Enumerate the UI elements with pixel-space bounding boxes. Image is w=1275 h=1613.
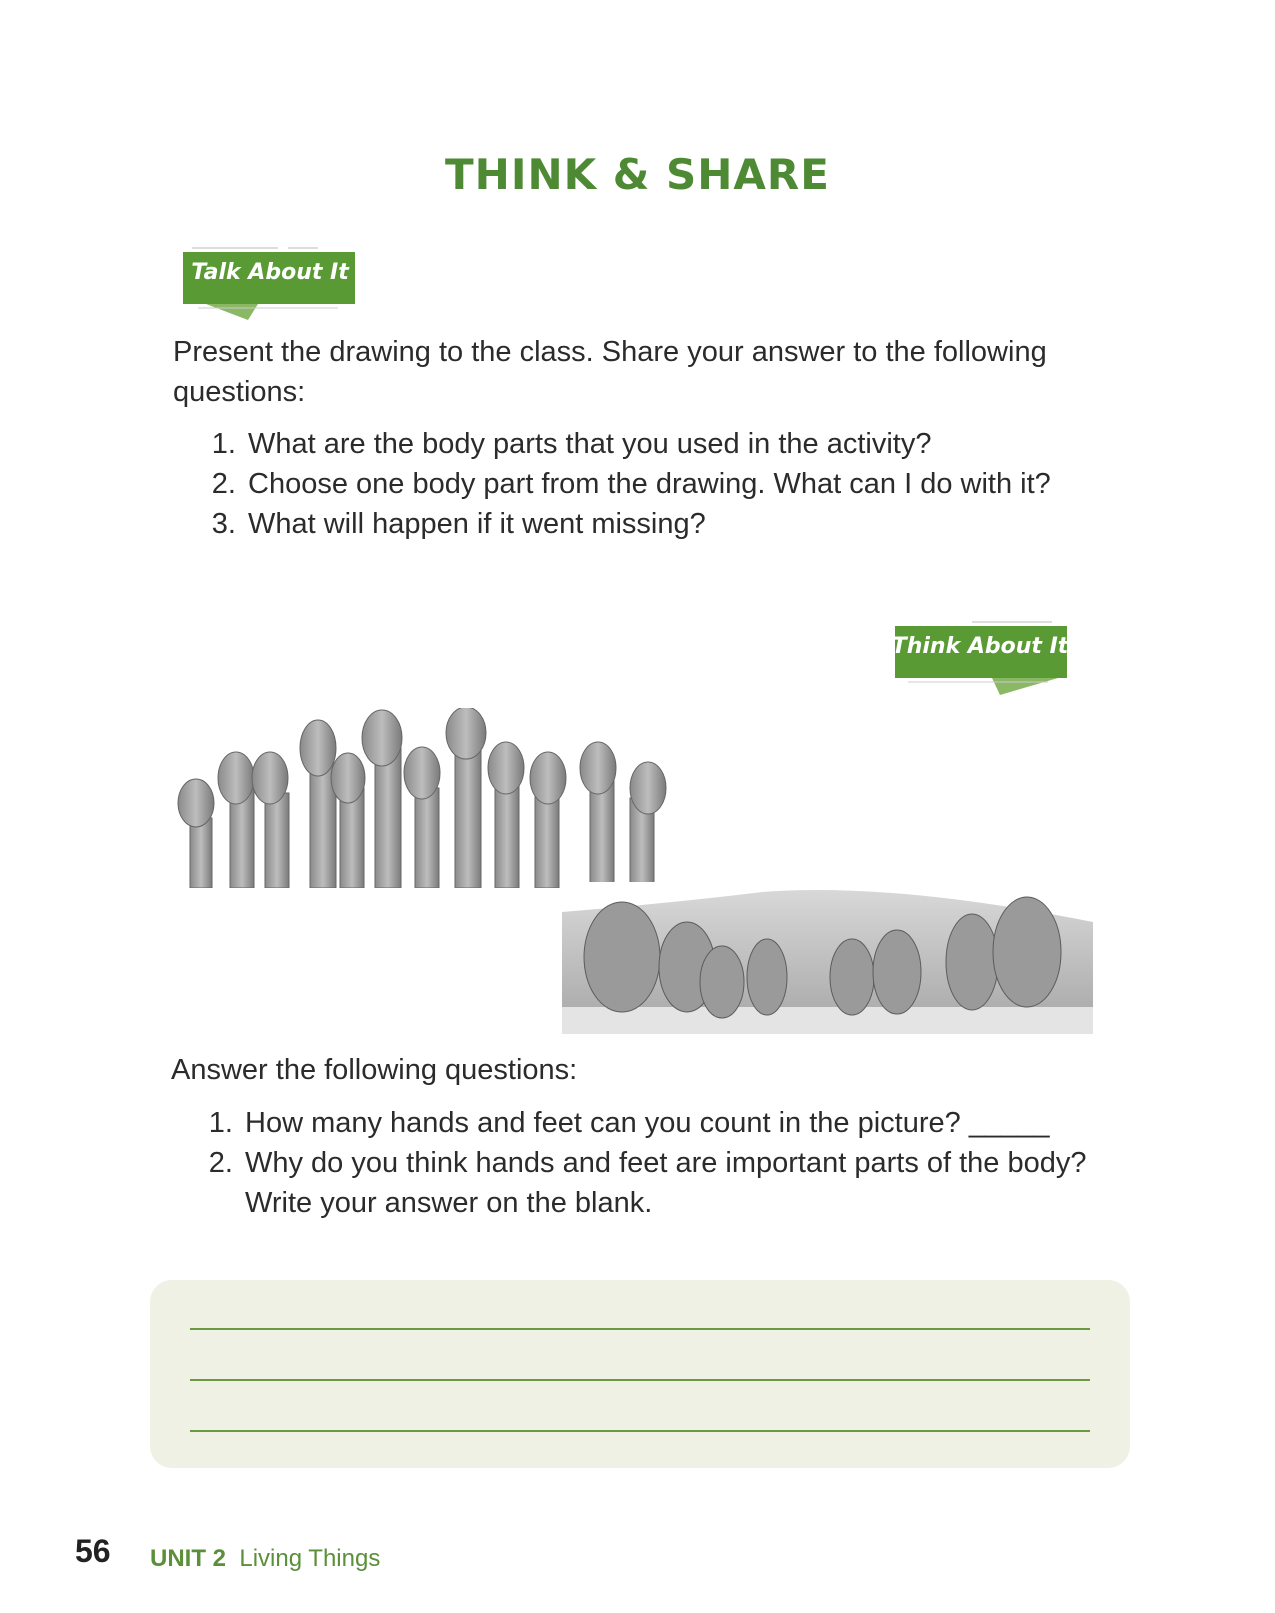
answer-questions-list bbox=[205, 1103, 1121, 1223]
page-title: THINK & SHARE bbox=[445, 150, 830, 199]
answer-blank-line[interactable] bbox=[190, 1379, 1090, 1381]
raised-hands-photo bbox=[170, 708, 685, 888]
feet-illustration bbox=[562, 882, 1093, 1034]
talk-intro-text: Present the drawing to the class. Share your answer to the following questions: bbox=[173, 336, 1047, 408]
tag-banner-shape bbox=[178, 246, 362, 324]
page-number: 56 bbox=[75, 1533, 111, 1569]
unit-title: Living Things bbox=[239, 1545, 381, 1572]
list-item: 2. Why do you think hands and feet are important parts of the body? Write your answer on the blank. bbox=[241, 1143, 1121, 1223]
answer-blank-line[interactable] bbox=[190, 1430, 1090, 1432]
list-item: 1. What are the body parts that you used in the activity? bbox=[244, 424, 1144, 464]
unit-label bbox=[150, 1545, 380, 1573]
feet-photo bbox=[562, 882, 1093, 1034]
unit-number: UNIT 2 bbox=[150, 1545, 227, 1572]
answer-box[interactable] bbox=[150, 1280, 1130, 1468]
talk-questions-list bbox=[208, 424, 1144, 544]
think-about-it-tag bbox=[888, 620, 1072, 698]
talk-about-it-tag bbox=[178, 246, 362, 324]
talk-about-it-label: Talk About It bbox=[191, 260, 349, 285]
list-item: 1. How many hands and feet can you count in the picture? _____ bbox=[241, 1103, 1121, 1143]
list-item: 3. What will happen if it went missing? bbox=[244, 504, 1144, 544]
hands-illustration bbox=[170, 708, 685, 888]
list-item: 2. Choose one body part from the drawing. What can I do with it? bbox=[244, 464, 1144, 504]
tag-banner-shape bbox=[888, 620, 1072, 698]
answer-intro-text: Answer the following questions: bbox=[171, 1054, 578, 1086]
think-about-it-label: Think About It bbox=[891, 634, 1069, 659]
answer-blank-line[interactable] bbox=[190, 1328, 1090, 1330]
